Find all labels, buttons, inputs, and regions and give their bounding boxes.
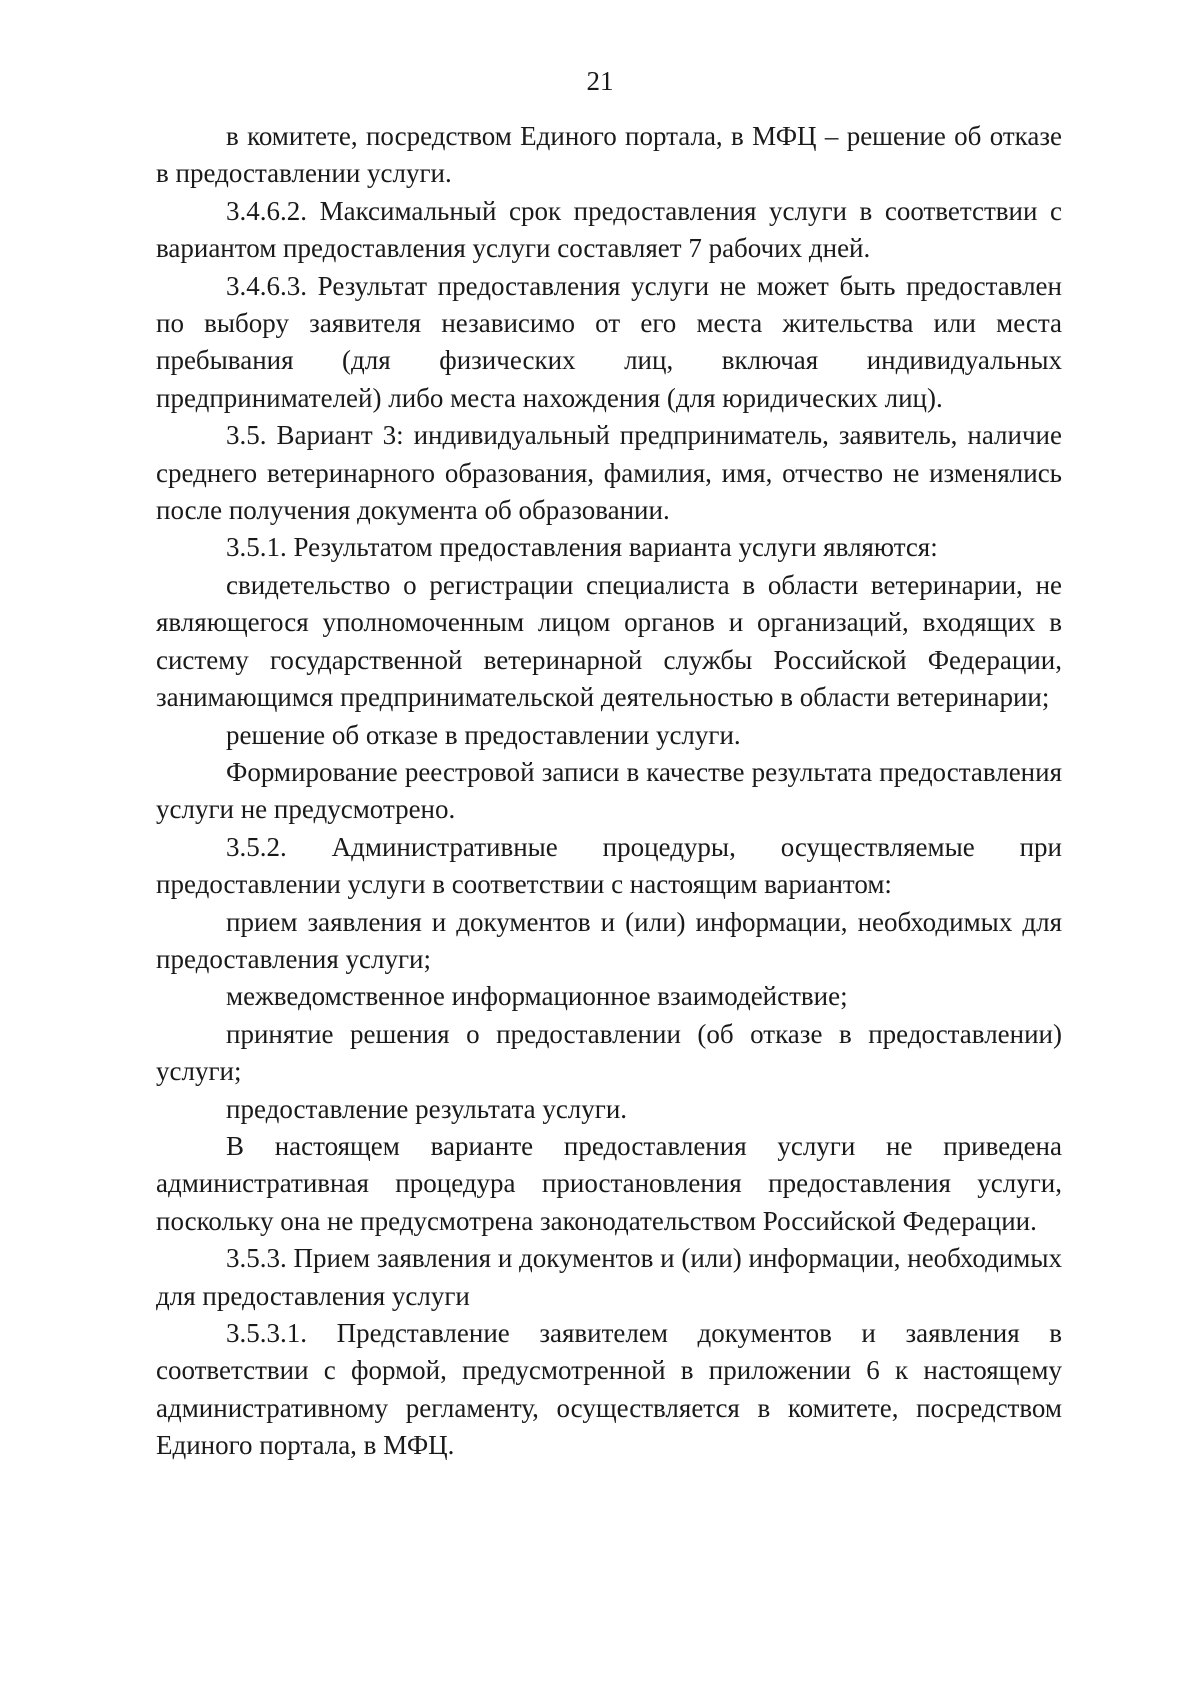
paragraph-3-5-2: 3.5.2. Административные процедуры, осуществляемые при предоставлении услуги в соответствии с настоящим вариантом: xyxy=(156,831,1062,900)
page-number: 21 xyxy=(586,66,614,96)
paragraph-1: в комитете, посредством Единого портала, в МФЦ – решение об отказе в предоставлении услуги. xyxy=(156,121,1062,189)
paragraph-3-5-3-1: 3.5.3.1. Представление заявителем документов и заявления в соответствии с формой, предусмотренной в приложении 6 к настоящему административному регламенту, осуществляется в комитете, посредством Единого портала, в МФЦ. xyxy=(156,1318,1062,1461)
paragraph-procedure-result: предоставление результата услуги. xyxy=(226,1093,628,1124)
paragraph-3-4-6-3: 3.4.6.3. Результат предоставления услуги не может быть предоставлен по выбору заявителя независимо от его места жительства или места пребывания (для физических лиц, включая индивидуальных предпринимателей) либо места нахождения (для юридических лиц). xyxy=(156,270,1062,413)
paragraph-refusal-decision: решение об отказе в предоставлении услуги. xyxy=(226,719,741,750)
paragraph-3-5: 3.5. Вариант 3: индивидуальный предприниматель, заявитель, наличие среднего ветеринарного образования, фамилия, имя, отчество не изменялись после получения документа об образовании. xyxy=(156,420,1062,526)
paragraph-3-4-6-2: 3.4.6.2. Максимальный срок предоставления услуги в соответствии с вариантом предоставления услуги составляет 7 рабочих дней. xyxy=(156,195,1062,264)
paragraph-3-5-1: 3.5.1. Результатом предоставления варианта услуги являются: xyxy=(226,532,938,563)
paragraph-suspension-note: В настоящем варианте предоставления услуги не приведена административная процедура приостановления предоставления услуги, поскольку она не предусмотрена законодательством Российской Федерации. xyxy=(156,1130,1062,1236)
paragraph-procedure-interagency: межведомственное информационное взаимодействие; xyxy=(226,981,848,1012)
paragraph-registry-record: Формирование реестровой записи в качестве результата предоставления услуги не предусмотрено. xyxy=(156,756,1062,825)
paragraph-certificate: свидетельство о регистрации специалиста в области ветеринарии, не являющегося уполномоченным лицом органов и организаций, входящих в систему государственной ветеринарной службы Российской Федерации, занимающимся предпринимательской деятельностью в области ветеринарии; xyxy=(156,569,1062,713)
paragraph-procedure-reception: прием заявления и документов и (или) информации, необходимых для предоставления услуги; xyxy=(156,906,1062,974)
document-body xyxy=(156,118,1062,1465)
paragraph-3-5-3: 3.5.3. Прием заявления и документов и (или) информации, необходимых для предоставления услуги xyxy=(156,1243,1062,1311)
paragraph-procedure-decision: принятие решения о предоставлении (об отказе в предоставлении) услуги; xyxy=(156,1018,1062,1087)
